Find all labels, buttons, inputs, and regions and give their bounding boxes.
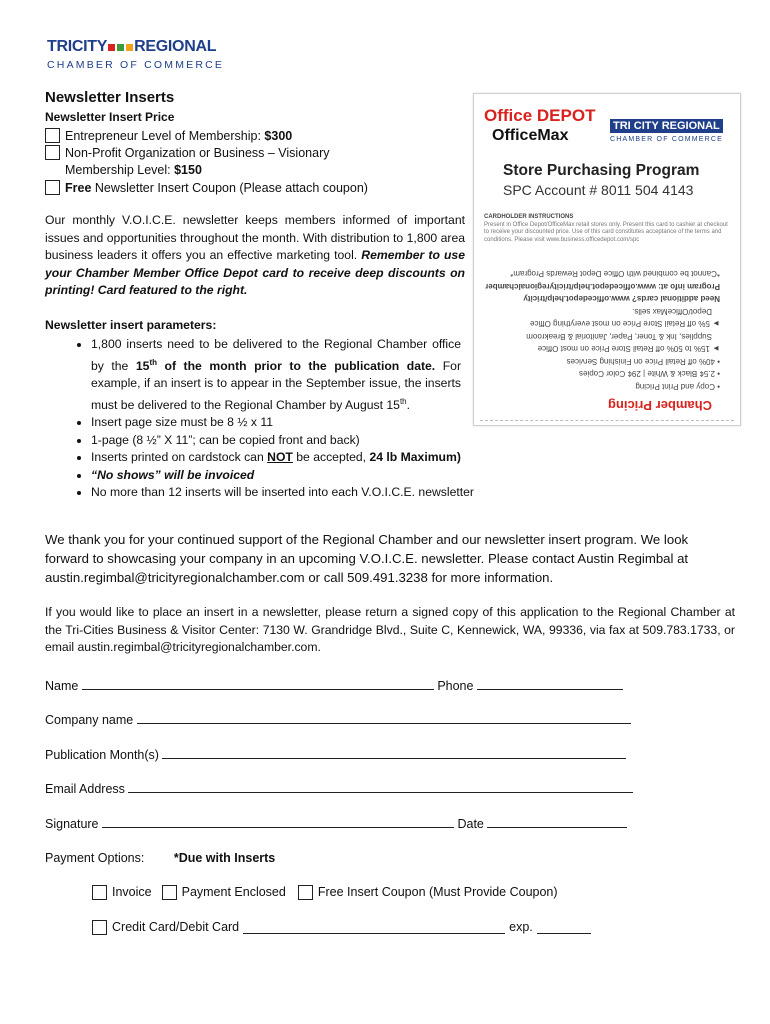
invoice-label: Invoice <box>112 885 152 899</box>
option-label: Non-Profit Organization or Business – Visionary <box>65 146 330 160</box>
p4-a: Inserts printed on cardstock can <box>91 450 268 465</box>
intro-paragraph <box>45 212 465 300</box>
params-title: Newsletter insert parameters: <box>45 318 217 332</box>
p4-bold: 24 lb Maximum) <box>369 450 461 465</box>
intro-text: Our monthly V.O.I.C.E. newsletter keeps members informed of important issues and opportunities throughout the month. With distribution to 1,800 area business leaders it offers you an effective marketing tool. <box>45 213 465 262</box>
card-back-line: • 40% off Retail Price on Finishing Services <box>566 357 720 366</box>
email-row <box>45 780 633 797</box>
publication-input[interactable] <box>162 746 626 759</box>
publication-row <box>45 746 626 763</box>
p4-not: NOT <box>267 450 293 465</box>
p1-num: 15 <box>135 358 150 373</box>
card-back-line: Need additional cards? www.officedepot.help/tricity <box>523 294 720 304</box>
option-entrepreneur[interactable] <box>45 128 292 145</box>
p1-end: . <box>406 397 410 412</box>
intro-emphasis: Remember to use your Chamber Member Office Depot card to receive deep discounts on printing! Card featured to the right. <box>45 248 465 297</box>
p1-sup2: th <box>399 396 407 406</box>
credit-label: Credit Card/Debit Card <box>112 920 240 934</box>
card-chamber-logo-top: TRI CITY REGIONAL <box>610 119 723 133</box>
list-item: • Insert page size must be 8 ½ x 11 <box>91 414 531 432</box>
logo-square-orange <box>126 44 133 51</box>
payment-options <box>92 884 558 900</box>
list-item <box>91 449 531 467</box>
name-input[interactable] <box>82 677 434 690</box>
phone-label: Phone <box>437 679 474 693</box>
list-item <box>91 336 461 414</box>
publication-label: Publication Month(s) <box>45 748 159 762</box>
company-label: Company name <box>45 713 134 727</box>
logo-square-red <box>108 44 115 51</box>
credit-input[interactable] <box>243 921 505 934</box>
p1-a: 1,800 inserts need to be delivered to the Regional Chamber office by the <box>91 337 461 373</box>
card-account: SPC Account # 8011 504 4143 <box>503 182 694 198</box>
enclosed-label: Payment Enclosed <box>181 885 286 899</box>
invoice-checkbox[interactable] <box>92 885 107 900</box>
p4-b: be accepted, <box>292 450 370 465</box>
option-free-coupon[interactable] <box>45 180 368 197</box>
price-heading: Newsletter Insert Price <box>45 110 175 124</box>
name-label: Name <box>45 679 79 693</box>
p1-b: For example, if an insert is to appear in the September issue, the inserts must be delivered to the Regional Chamber by August 15 <box>91 358 462 412</box>
signature-label: Signature <box>45 817 99 831</box>
due-note: *Due with Inserts <box>173 851 276 865</box>
phone-input[interactable] <box>477 677 623 690</box>
exp-input[interactable] <box>537 921 591 934</box>
logo-text-regional: REGIONAL <box>134 38 217 55</box>
option-label: Entrepreneur Level of Membership: <box>65 129 261 143</box>
signature-input[interactable] <box>102 815 454 828</box>
option-label-cont: Membership Level: <box>65 163 171 177</box>
card-back-line: ► 5% off Retail Store Price on most everything Office <box>530 319 720 329</box>
card-title: Store Purchasing Program <box>503 162 700 179</box>
payment-label: Payment Options: <box>45 851 145 865</box>
enclosed-checkbox[interactable] <box>162 885 177 900</box>
card-chamber-logo <box>610 116 732 143</box>
card-back-line: • 2.5¢ Black & White | 29¢ Color Copies <box>579 369 720 379</box>
thanks-paragraph: We thank you for your continued support of the Regional Chamber and our newsletter insert program. We look forward to showcasing your company in an upcoming V.O.I.C.E. newsletter. Please contact Austin Regimbal at austin.regimbal@tricityregionalchamber.com or call 509.491.3238 for more information. <box>45 532 689 585</box>
card-back-line: Depot/OfficeMax sells. <box>632 307 712 316</box>
card-back-title: Chamber Pricing <box>607 398 712 413</box>
card-back-rotated <box>480 262 734 421</box>
logo-wordmark <box>47 38 227 56</box>
card-instructions-heading: CARDHOLDER INSTRUCTIONS <box>484 214 574 220</box>
params-list <box>45 336 531 502</box>
logo-text-tri: TRI <box>47 38 72 55</box>
email-input[interactable] <box>128 780 633 793</box>
signature-row <box>45 815 627 832</box>
card-back-line: Supplies, Ink & Toner, Paper, Janitorial & Breakroom <box>526 332 712 341</box>
list-item: • No more than 12 inserts will be inserted into each V.O.I.C.E. newsletter <box>91 484 531 502</box>
company-row <box>45 711 631 728</box>
card-instructions <box>484 214 730 244</box>
chamber-logo <box>47 38 227 74</box>
name-row <box>45 677 623 694</box>
date-input[interactable] <box>487 815 627 828</box>
officemax-logo: OfficeMax <box>492 127 569 144</box>
list-item: • 1-page (8 ½” X 11”; can be copied front and back) <box>91 432 531 450</box>
logo-square-green <box>117 44 124 51</box>
office-depot-card <box>473 93 741 426</box>
credit-row <box>92 919 591 935</box>
coupon-checkbox[interactable] <box>298 885 313 900</box>
option-price: $300 <box>264 129 293 143</box>
option-label: Newsletter Insert Coupon (Please attach coupon) <box>91 181 368 195</box>
card-instructions-text: Present in Office Depot/OfficeMax retail stores only. Present this card to cashier at checkout to receive your discounted price. Use of this card constitutes acceptance of the terms and conditions. Please visit www.business.officedepot.com/spc <box>484 221 728 243</box>
checkbox[interactable] <box>45 180 60 195</box>
p1-sup: th <box>149 357 157 367</box>
payment-row <box>45 850 275 866</box>
page-title: Newsletter Inserts <box>45 89 175 106</box>
office-depot-logo: Office DEPOT <box>484 106 596 125</box>
option-nonprofit[interactable] <box>45 145 329 179</box>
checkbox[interactable] <box>45 128 60 143</box>
company-input[interactable] <box>137 711 631 724</box>
option-price: $150 <box>174 163 202 177</box>
list-item <box>91 467 531 485</box>
logo-subtitle: CHAMBER OF COMMERCE <box>47 59 225 71</box>
card-back-line: *Cannot be combined with Office Depot Rewards Program* <box>510 269 720 279</box>
p1-bold: of the month prior to the publication date. <box>157 358 436 373</box>
logo-text-city: CITY <box>71 38 108 55</box>
credit-checkbox[interactable] <box>92 920 107 935</box>
option-free-label: Free <box>65 181 92 195</box>
card-back-line: Program info at: www.officedepot.help/tricityregionalchamber <box>485 282 720 291</box>
exp-label: exp. <box>509 920 533 934</box>
card-back-line: • Copy and Print Pricing <box>635 382 720 391</box>
date-label: Date <box>457 817 484 831</box>
return-instructions: If you would like to place an insert in a newsletter, please return a signed copy of this application to the Regional Chamber at the Tri-Cities Business & Visitor Center: 7130 W. Grandridge Blvd., Suite C, Kennewick, WA, 99336, via fax at 509.783.1733, or email austin.regimbal@tricityregionalchamber.com. <box>45 605 735 654</box>
card-back-line: ► 15% to 50% off Retail Store Price on most Office <box>537 344 720 354</box>
coupon-label: Free Insert Coupon (Must Provide Coupon) <box>317 885 558 899</box>
card-chamber-logo-bottom: CHAMBER OF COMMERCE <box>610 136 724 143</box>
checkbox[interactable] <box>45 145 60 160</box>
email-label: Email Address <box>45 782 125 796</box>
p5: “No shows” will be invoiced <box>91 467 255 482</box>
